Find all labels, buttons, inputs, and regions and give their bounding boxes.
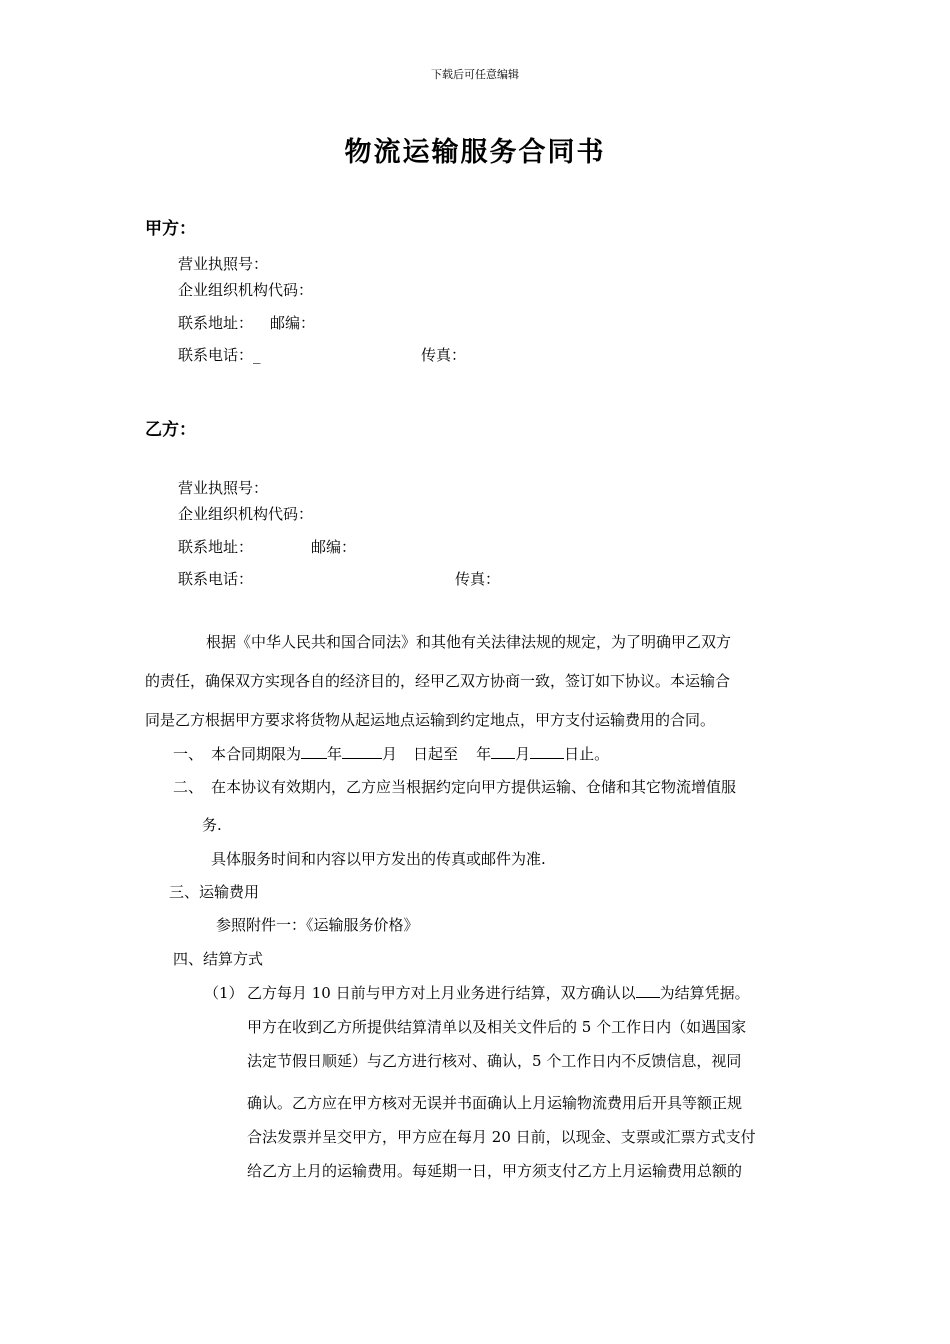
clause-4-heading: 四、结算方式 <box>173 950 264 968</box>
intro-line-1: 根据《中华人民共和国合同法》和其他有关法律法规的规定，为了明确甲乙双方 <box>206 633 732 651</box>
clause-1-text <box>211 743 609 764</box>
clause-1-term-label: 本合同期限为 <box>211 745 302 763</box>
party-b-license: 营业执照号： <box>178 479 269 497</box>
party-b-address: 联系地址： <box>178 538 254 556</box>
clause-1-day-1: 日起至 <box>413 745 459 763</box>
blank-start-year <box>301 744 327 759</box>
clause-1-number: 一、 <box>173 745 204 763</box>
blank-end-day <box>530 744 564 759</box>
party-b-fax: 传真： <box>455 570 501 588</box>
party-a-license: 营业执照号： <box>178 255 269 273</box>
clause-4-line-1 <box>247 982 750 1003</box>
clause-4-line-4: 确认。乙方应在甲方核对无误并书面确认上月运输物流费用后开具等额正规 <box>247 1094 743 1112</box>
clause-4-line-2: 甲方在收到乙方所提供结算清单以及相关文件后的 5 个工作日内（如遇国家 <box>247 1018 747 1036</box>
party-a-heading: 甲方： <box>145 219 196 239</box>
party-a-org-code: 企业组织机构代码： <box>178 281 314 299</box>
clause-1-month-2: 月 <box>515 745 531 763</box>
intro-line-2: 的责任，确保双方实现各自的经济目的，经甲乙双方协商一致，签订如下协议。本运输合 <box>145 672 731 690</box>
party-b-heading: 乙方： <box>145 420 196 440</box>
party-a-phone <box>178 344 261 365</box>
party-a-phone-blank: _ <box>253 346 261 364</box>
clause-4-item-number: （1） <box>204 984 244 1002</box>
clause-1-day-2: 日止。 <box>564 745 610 763</box>
clause-1-month-1: 月 <box>382 745 398 763</box>
party-b-phone: 联系电话： <box>178 570 254 588</box>
clause-4-line-6: 给乙方上月的运输费用。每延期一日，甲方须支付乙方上月运输费用总额的 <box>247 1162 743 1180</box>
clause-2-line-3: 具体服务时间和内容以甲方发出的传真或邮件为准. <box>211 850 546 868</box>
party-a-address: 联系地址： <box>178 314 254 332</box>
party-b-org-code: 企业组织机构代码： <box>178 505 314 523</box>
clause-3-heading: 三、运输费用 <box>169 883 260 901</box>
clause-4-line-3: 法定节假日顺延）与乙方进行核对、确认，5 个工作日内不反馈信息，视同 <box>247 1052 742 1070</box>
intro-line-3: 同是乙方根据甲方要求将货物从起运地点运输到约定地点，甲方支付运输费用的合同。 <box>145 711 716 729</box>
clause-2-number: 二、 <box>173 778 204 796</box>
party-b-postcode: 邮编： <box>311 538 357 556</box>
document-title: 物流运输服务合同书 <box>344 137 606 168</box>
header-note: 下载后可任意编辑 <box>431 68 519 81</box>
blank-end-month <box>491 744 515 759</box>
clause-4-line-1b: 为结算凭据。 <box>659 984 750 1002</box>
clause-1-year-2: 年 <box>476 745 492 763</box>
blank-settlement-basis <box>636 983 660 998</box>
clause-2-line-2: 务. <box>202 816 222 834</box>
clause-1-year-1: 年 <box>327 745 343 763</box>
clause-4-line-1a: 乙方每月 10 日前与甲方对上月业务进行结算，双方确认以 <box>247 984 636 1002</box>
clause-3-body: 参照附件一：《运输服务价格》 <box>216 916 419 934</box>
party-a-postcode: 邮编： <box>270 314 316 332</box>
blank-start-month <box>342 744 382 759</box>
clause-2-line-1: 在本协议有效期内，乙方应当根据约定向甲方提供运输、仓储和其它物流增值服 <box>211 778 737 796</box>
party-a-phone-label: 联系电话： <box>178 346 254 364</box>
clause-4-line-5: 合法发票并呈交甲方，甲方应在每月 20 日前，以现金、支票或汇票方式支付 <box>247 1128 756 1146</box>
party-a-fax: 传真： <box>421 346 467 364</box>
